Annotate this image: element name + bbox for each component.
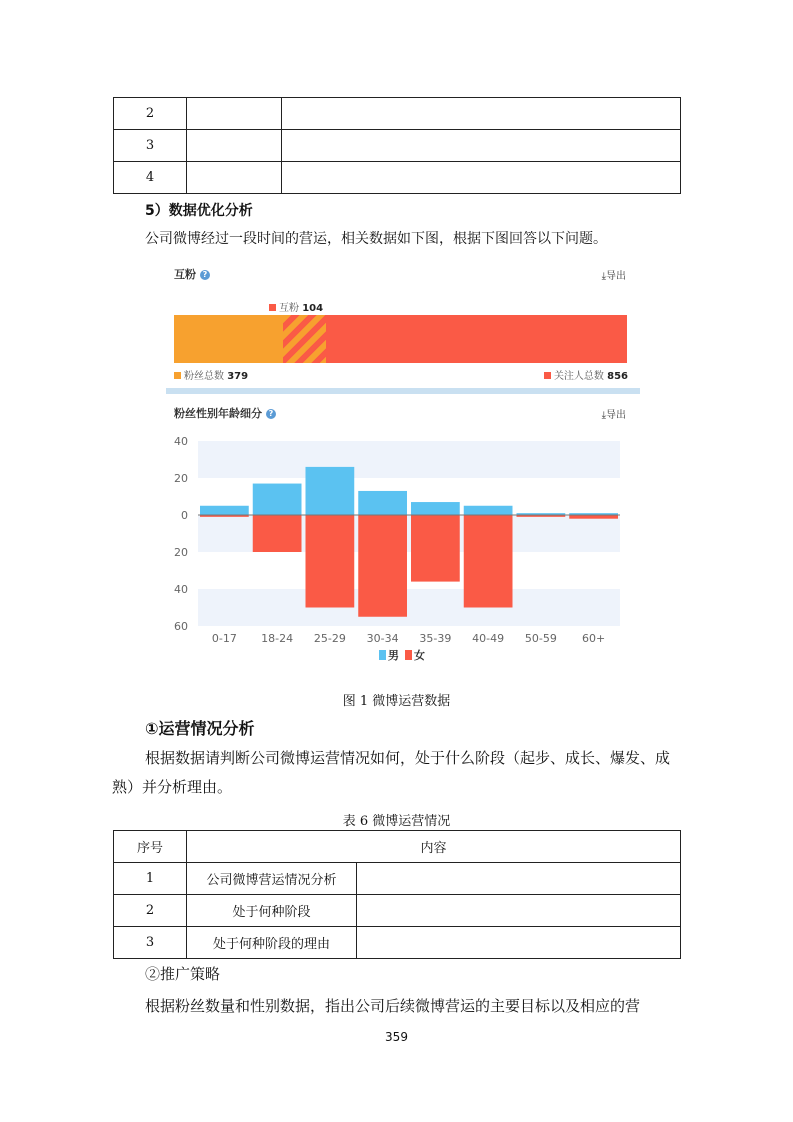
bar-female [306,515,355,608]
fans-only-bar [174,315,283,363]
table-6-title: 表 6 微博运营情况 [342,814,451,829]
bar-male [306,467,355,515]
grid-band [198,552,620,589]
mutual-label: 互粉 104 [269,299,323,314]
row-item: 公司微博营运情况分析 [187,863,357,895]
x-tick-label: 40-49 [472,632,505,645]
row-item: 处于何种阶段 [187,895,357,927]
bar-female [411,515,460,582]
legend-swatch [379,650,386,660]
page-number: 359 [385,1030,408,1044]
section-1-paragraph: 根据数据请判断公司微博运营情况如何，处于什么阶段（起步、成长、爆发、成熟）并分析理由。 [112,749,671,796]
y-tick-label: 60 [174,620,188,633]
legend-label: 男 [388,649,399,662]
export-button[interactable]: ⤓导出 [601,410,626,421]
y-tick-label: 20 [174,472,188,485]
top-table [113,97,681,194]
x-tick-label: 25-29 [313,632,346,645]
header-no: 序号 [114,831,187,863]
row-answer [357,927,681,959]
x-tick-label: 60+ [582,632,606,645]
section-5-intro: 公司微博经过一段时间的营运，相关数据如下图，根据下图回答以下问题。 [145,231,607,247]
y-tick-label: 40 [174,435,188,448]
x-tick-label: 30-34 [366,632,399,645]
table-6 [113,830,681,959]
table-header-row [114,831,681,863]
legend-label: 女 [414,649,425,662]
x-tick-label: 50-59 [524,632,557,645]
weibo-figure [166,258,640,680]
panel-mutual-title: 互粉 ? [174,266,210,282]
panel-age-title: 粉丝性别年龄细分 ? [174,405,276,421]
help-icon[interactable]: ? [266,409,276,419]
follow-total-label: 关注人总数 856 [544,367,628,382]
row-number: 3 [114,130,187,162]
bar-male [200,506,249,515]
row-number: 2 [114,98,187,130]
row-number: 3 [114,927,187,959]
bar-female [569,515,618,519]
bar-female [253,515,302,552]
help-icon[interactable]: ? [200,270,210,280]
row-number: 1 [114,863,187,895]
age-gender-chart [166,426,640,680]
table-row [114,130,681,162]
grid-band [198,441,620,478]
export-button[interactable]: ⤓导出 [601,271,626,282]
legend-swatch [544,372,551,379]
download-icon: ⤓ [601,410,606,421]
panel-divider [166,388,640,394]
bar-male [411,502,460,515]
table-row [114,927,681,959]
legend-swatch [405,650,412,660]
row-item: 处于何种阶段的理由 [187,927,357,959]
y-tick-label: 40 [174,583,188,596]
section-5-heading: 5）数据优化分析 [145,203,253,219]
table-row [114,162,681,194]
row-answer [357,895,681,927]
mutual-bar [283,315,326,363]
section-1-heading: ①运营情况分析 [145,719,255,738]
bar-female [358,515,407,617]
x-tick-label: 18-24 [261,632,294,645]
row-number: 4 [114,162,187,194]
legend-swatch [174,372,181,379]
grid-band [198,589,620,626]
bar-female [464,515,513,608]
y-tick-label: 20 [174,546,188,559]
x-tick-label: 0-17 [211,632,237,645]
header-content: 内容 [187,831,681,863]
bar-male [358,491,407,515]
y-tick-label: 0 [181,509,188,522]
section-2-heading: ②推广策略 [145,965,221,983]
section-2-paragraph: 根据粉丝数量和性别数据，指出公司后续微博营运的主要目标以及相应的营 [145,997,641,1015]
figure-caption: 图 1 微博运营数据 [342,694,451,709]
table-row [114,863,681,895]
x-tick-label: 35-39 [419,632,452,645]
bar-male [464,506,513,515]
row-answer [357,863,681,895]
download-icon: ⤓ [601,271,606,282]
legend-swatch [269,304,276,311]
bar-male [253,484,302,515]
fans-total-label: 粉丝总数 379 [174,367,248,382]
table-row [114,98,681,130]
row-number: 2 [114,895,187,927]
table-row [114,895,681,927]
